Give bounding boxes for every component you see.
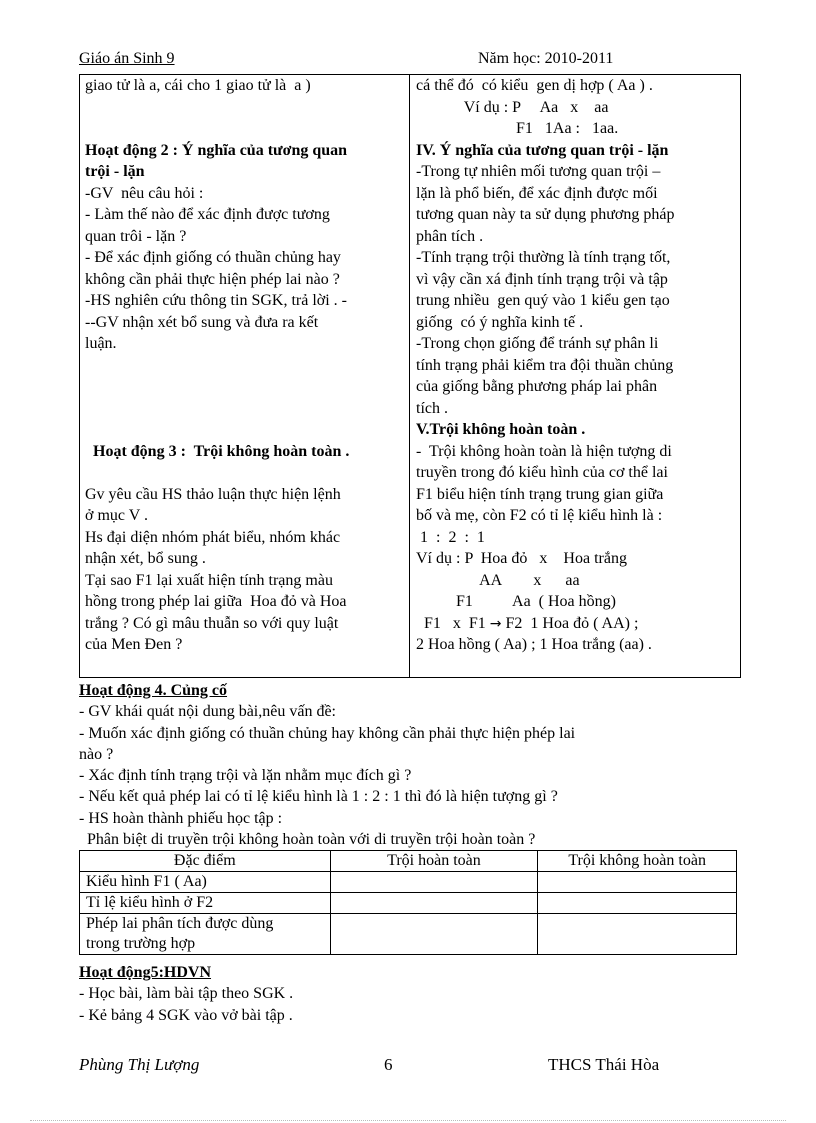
content-line: IV. Ý nghĩa của tương quan trội - lặn [416, 141, 669, 159]
content-line: lặn là phổ biến, để xác định được mối [416, 184, 658, 202]
teacher-activity-line: - Làm thế nào để xác định được tương [85, 206, 330, 223]
teacher-activity-line [85, 376, 405, 398]
content-line: Ví dụ : P Hoa đỏ x Hoa trắng [416, 550, 627, 567]
teacher-activity-line [85, 398, 405, 420]
activity-4-line: - Nếu kết quả phép lai có tỉ lệ kiểu hình là 1 : 2 : 1 thì đó là hiện tượng gì ? [79, 788, 558, 806]
table-header-row [80, 851, 737, 872]
table-cell [538, 893, 737, 914]
content-line: Ví dụ : P Aa x aa [416, 98, 609, 116]
table-cell: Tỉ lệ kiểu hình ở F2 [80, 893, 331, 914]
teacher-activity-line: -GV nêu câu hỏi : [85, 184, 204, 202]
header-school-year: Năm học: 2010-2011 [478, 50, 614, 67]
teacher-activity-line: Hoạt động 3 : Trội không hoàn toàn . [85, 442, 350, 460]
activity-4-line: - GV khái quát nội dung bài,nêu vấn đề: [79, 703, 336, 721]
content-line: 1 : 2 : 1 [416, 528, 485, 546]
content-line: giống có ý nghĩa kinh tế . [416, 313, 584, 331]
content-line: phân tích . [416, 227, 484, 245]
footer-author: Phùng Thị Lượng [79, 1055, 200, 1074]
teacher-activity-line: - Để xác định giống có thuần chủng hay [85, 249, 341, 266]
content-column [416, 75, 738, 656]
table-cell [330, 893, 538, 914]
table-cell [330, 914, 538, 955]
content-line: vì vậy cần xá định tính trạng trội và tập [416, 270, 668, 288]
table-cell [538, 914, 737, 955]
content-line: F1 Aa ( Hoa hồng) [416, 593, 616, 610]
footer-school: THCS Thái Hòa [548, 1055, 660, 1074]
teacher-activity-line: --GV nhận xét bổ sung và đưa ra kết [85, 313, 319, 331]
teacher-activity-line: Hs đại diện nhóm phát biểu, nhóm khác [85, 528, 341, 546]
activity-4-title: Hoạt động 4. Củng cố [79, 682, 228, 699]
activity-5-line: - Học bài, làm bài tập theo SGK . [79, 985, 294, 1003]
teacher-activity-line: Gv yêu cầu HS thảo luận thực hiện lệnh [85, 485, 341, 503]
teacher-activity-line: Hoạt động 2 : Ý nghĩa của tương quan [85, 141, 348, 159]
f2-prefix: F1 x F1 [416, 614, 486, 632]
activity-5-title: Hoạt động5:HDVN [79, 964, 212, 981]
content-line: F1 1Aa : 1aa. [416, 120, 619, 137]
column-header: Trội hoàn toàn [330, 851, 538, 872]
column-header: Đặc điểm [80, 851, 331, 872]
page-number: 6 [384, 1055, 393, 1074]
content-line [416, 613, 738, 635]
teacher-activity-line: giao tử là a, cái cho 1 giao tử là a ) [85, 77, 311, 94]
teacher-activity-line: hồng trong phép lai giữa Hoa đỏ và Hoa [85, 593, 347, 610]
teacher-activity-line: -HS nghiên cứu thông tin SGK, trả lời . - [85, 292, 347, 309]
cell-line: Phép lai phân tích được dùng [86, 915, 274, 932]
content-line: cá thể đó có kiểu gen dị hợp ( Aa ) . [416, 77, 653, 94]
content-line: của giống bằng phương pháp lai phân [416, 378, 658, 395]
table-row [80, 914, 737, 955]
content-line: tính trạng phải kiểm tra đội thuần chủng [416, 356, 674, 374]
content-line: 2 Hoa hồng ( Aa) ; 1 Hoa trắng (aa) . [416, 636, 652, 653]
content-line: -Tính trạng trội thường là tính trạng tốt, [416, 249, 671, 266]
arrow-right-icon: → [489, 615, 502, 632]
content-line: AA x aa [416, 571, 580, 589]
teacher-activity-line: trắng ? Có gì mâu thuẫn so với quy luật [85, 614, 339, 632]
teacher-activity-line: Tại sao F1 lại xuất hiện tính trạng màu [85, 571, 333, 589]
teacher-activity-line: quan trôi - lặn ? [85, 227, 187, 245]
cell-line: trong trường hợp [86, 935, 196, 952]
content-line: tương quan này ta sử dụng phương pháp [416, 206, 675, 223]
table-row [80, 872, 737, 893]
teacher-activity-line: trội - lặn [85, 163, 145, 180]
comparison-table [79, 850, 737, 955]
teacher-activity-line: nhận xét, bổ sung . [85, 550, 206, 567]
teacher-activity-line: của Men Đen ? [85, 636, 183, 653]
activity-4-line: nào ? [79, 745, 114, 763]
column-header: Trội không hoàn toàn [538, 851, 737, 872]
teacher-activity-column [85, 75, 405, 656]
page-bottom-rule [30, 1120, 786, 1121]
activity-5-section [79, 962, 719, 1026]
activity-5-line: - Kẻ bảng 4 SGK vào vở bài tập . [79, 1006, 293, 1024]
content-line: tích . [416, 399, 448, 417]
header-subject: Giáo án Sinh 9 [79, 50, 175, 67]
content-line: - Trội không hoàn toàn là hiện tượng di [416, 442, 672, 460]
table-cell [538, 872, 737, 893]
table-row [80, 893, 737, 914]
content-line: trung nhiều gen quý vào 1 kiểu gen tạo [416, 292, 670, 309]
activity-4-line: - Muốn xác định giống có thuần chủng hay không cần phải thực hiện phép lai [79, 724, 576, 742]
teacher-activity-line [85, 355, 405, 377]
table-cell [330, 872, 538, 893]
activity-4-line: - Xác định tính trạng trội và lặn nhằm mục đích gì ? [79, 767, 412, 785]
lesson-table [79, 74, 741, 678]
column-divider [409, 75, 410, 677]
content-line: truyền trong đó kiểu hình của cơ thể lai [416, 464, 668, 481]
teacher-activity-line [85, 97, 405, 119]
content-line: V.Trội không hoàn toàn . [416, 421, 586, 438]
activity-4-section [79, 680, 719, 850]
teacher-activity-line [85, 118, 405, 140]
teacher-activity-line: luận. [85, 335, 117, 352]
content-line: -Trong tự nhiên mối tương quan trội – [416, 163, 661, 180]
f2-suffix: F2 1 Hoa đỏ ( AA) ; [501, 614, 639, 632]
table-cell: Kiểu hình F1 ( Aa) [80, 872, 331, 893]
content-line: -Trong chọn giống để tránh sự phân li [416, 335, 659, 352]
table-cell [80, 914, 331, 955]
teacher-activity-line [85, 462, 405, 484]
content-line: bố và mẹ, còn F2 có tỉ lệ kiểu hình là : [416, 507, 663, 524]
teacher-activity-line [85, 419, 405, 441]
teacher-activity-line: ở mục V . [85, 507, 148, 524]
activity-4-line: Phân biệt di truyền trội không hoàn toàn với di truyền trội hoàn toàn ? [79, 831, 536, 849]
teacher-activity-line: không cần phải thực hiện phép lai nào ? [85, 270, 340, 288]
activity-4-line: - HS hoàn thành phiếu học tập : [79, 809, 283, 827]
content-line: F1 biểu hiện tính trạng trung gian giữa [416, 485, 664, 503]
